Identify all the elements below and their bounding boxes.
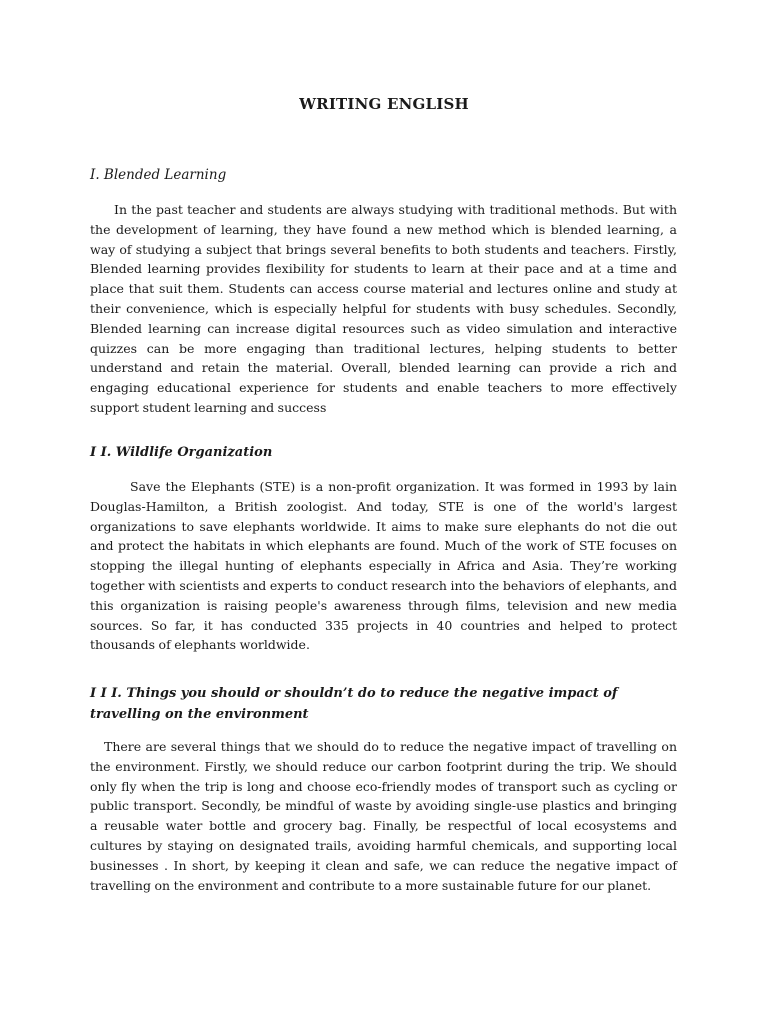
document-title: WRITING ENGLISH — [299, 95, 469, 113]
section-body-travel-impact: There are several things that we should do to reduce the negative impact of travelling on the environment. Firstly, we should reduce our carbon footprint during the trip. We should only fly when the trip is long and choose eco-friendly modes of transport such as cycling or public transport. Secondly, be mindful of waste by avoiding single-use plastics and bringing a reusable water bottle and grocery bag. Finally, be respectful of local ecosystems and cultures by staying on designated trails, avoiding harmful chemicals, and supporting local businesses . In short, by keeping it clean and safe, we can reduce the negative impact of travelling on the environment and contribute to a more sustainable future for our planet. — [90, 739, 677, 893]
section-heading-wildlife-organization: I I. Wildlife Organization — [90, 445, 273, 460]
section-body-blended-learning: In the past teacher and students are always studying with traditional methods. But with the development of learning, they have found a new method which is blended learning, a way of studying a subject that brings several benefits to both students and teachers. Firstly, Blended learning provides flexibility for students to learn at their pace and at a time and place that suit them. Students can access course material and lectures online and study at their convenience, which is especially helpful for students with busy schedules. Secondly, Blended learning can increase digital resources such as video simulation and interactive quizzes can be more engaging than traditional lectures, helping students to better understand and retain the material. Overall, blended learning can provide a rich and engaging educational experience for students and enable teachers to more effectively support student learning and success — [90, 202, 677, 415]
section-body-wildlife-organization: Save the Elephants (STE) is a non-profit organization. It was formed in 1993 by lain Douglas-Hamilton, a British zoologist. And today, STE is one of the world's largest organizations to save elephants worldwide. It aims to make sure elephants do not die out and protect the habitats in which elephants are found. Much of the work of STE focuses on stopping the illegal hunting of elephants especially in Africa and Asia. They’re working together with scientists and experts to conduct research into the behaviors of elephants, and this organization is raising people's awareness through films, television and new media sources. So far, it has conducted 335 projects in 40 countries and helped to protect thousands of elephants worldwide. — [90, 479, 677, 653]
section-heading-travel-impact: I I I. Things you should or shouldn’t do to reduce the negative impact of travelling on the environment — [90, 686, 618, 722]
section-heading-blended-learning: I. Blended Learning — [90, 167, 227, 183]
